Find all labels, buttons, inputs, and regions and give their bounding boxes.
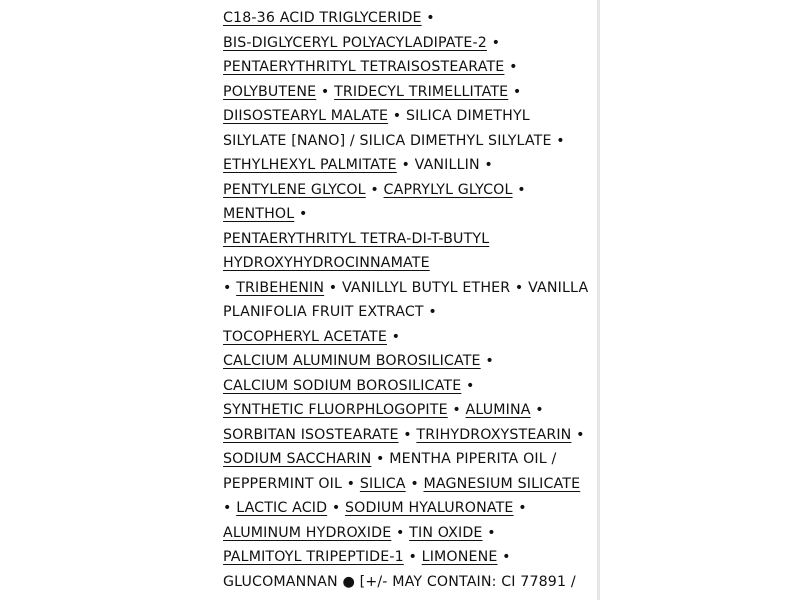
ingredient-link[interactable]: CALCIUM ALUMINUM BOROSILICATE xyxy=(223,353,481,369)
ingredient-link[interactable]: SORBITAN ISOSTEARATE xyxy=(223,426,399,443)
ingredient-text: • xyxy=(294,206,308,222)
ingredient-link[interactable]: TIN OXIDE xyxy=(409,524,483,541)
ingredient-link[interactable]: CAPRYLYL GLYCOL xyxy=(383,181,513,198)
ingredient-link[interactable]: ETHYLHEXYL PALMITATE xyxy=(223,157,397,173)
ingredient-text: • xyxy=(530,402,544,418)
ingredient-link[interactable]: LIMONENE xyxy=(421,549,498,565)
ingredient-text: • xyxy=(386,328,401,345)
ingredient-line xyxy=(223,398,585,423)
ingredient-link[interactable]: PENTYLENE GLYCOL xyxy=(223,181,366,198)
ingredient-text: • xyxy=(223,500,237,516)
ingredient-link[interactable]: ALUMINUM HYDROXIDE xyxy=(223,524,392,541)
ingredient-line xyxy=(223,545,585,570)
ingredient-link[interactable]: ALUMINA xyxy=(465,402,531,418)
ingredient-link[interactable]: TRIDECYL TRIMELLITATE xyxy=(334,83,509,100)
ingredient-link[interactable]: HYDROXYHYDROCINNAMATE xyxy=(223,255,430,271)
ingredient-text: • xyxy=(316,83,335,100)
ingredient-link[interactable]: TRIBEHENIN xyxy=(236,279,325,296)
ingredient-text: SILYLATE [NANO] / SILICA DIMETHYL SILYLATE • xyxy=(223,132,565,149)
ingredient-text: • xyxy=(513,500,527,516)
ingredients-list xyxy=(223,6,589,594)
ingredient-text: • xyxy=(327,500,346,516)
ingredient-text: • xyxy=(482,524,496,541)
ingredient-link[interactable]: SYNTHETIC FLUORPHLOGOPITE xyxy=(223,402,448,418)
ingredient-text: • xyxy=(571,426,585,443)
ingredient-text: PEPPERMINT OIL • xyxy=(223,475,360,492)
ingredient-text: • xyxy=(497,549,511,565)
ingredient-link[interactable]: TRIHYDROXYSTEARIN xyxy=(416,426,572,443)
ingredient-line xyxy=(223,55,585,80)
ingredient-line xyxy=(223,104,585,129)
ingredient-text: • MENTHA PIPERITA OIL / xyxy=(371,451,557,467)
ingredient-text: • xyxy=(365,181,384,198)
ingredient-line xyxy=(223,202,585,227)
ingredient-text: • xyxy=(223,279,237,296)
ingredient-line xyxy=(223,374,585,399)
ingredient-line xyxy=(223,423,585,448)
ingredient-link[interactable]: SODIUM SACCHARIN xyxy=(223,451,372,467)
ingredient-link[interactable]: BIS-DIGLYCERYL POLYACYLADIPATE-2 xyxy=(223,34,487,51)
ingredient-link[interactable]: SODIUM HYALURONATE xyxy=(345,500,514,516)
ingredient-line xyxy=(223,251,585,276)
vertical-divider xyxy=(597,0,600,600)
ingredient-line xyxy=(223,496,585,521)
ingredient-link[interactable]: MAGNESIUM SILICATE xyxy=(423,475,581,492)
ingredient-text: • xyxy=(398,426,417,443)
ingredient-line xyxy=(223,349,585,374)
ingredient-line xyxy=(223,153,585,178)
ingredient-text: • xyxy=(405,475,424,492)
ingredient-line xyxy=(223,31,585,56)
ingredient-text: • xyxy=(403,549,422,565)
ingredient-text: • xyxy=(461,377,475,394)
ingredient-link[interactable]: CALCIUM SODIUM BOROSILICATE xyxy=(223,377,462,394)
ingredient-link[interactable]: TOCOPHERYL ACETATE xyxy=(223,328,387,345)
ingredient-line xyxy=(223,6,585,31)
ingredient-line xyxy=(223,325,585,350)
ingredient-line xyxy=(223,276,589,301)
ingredient-line xyxy=(223,472,585,497)
ingredient-line xyxy=(223,447,585,472)
ingredient-text: • VANILLYL BUTYL ETHER • VANILLA xyxy=(324,279,589,296)
ingredient-text: GLUCOMANNAN ● [+/- MAY CONTAIN: CI 77891 / xyxy=(223,573,576,590)
ingredient-text: • SILICA DIMETHYL xyxy=(388,108,530,124)
ingredient-line xyxy=(223,521,585,546)
ingredient-text: • xyxy=(508,83,522,100)
ingredient-line xyxy=(223,570,585,595)
ingredient-line xyxy=(223,227,585,252)
ingredient-text: PLANIFOLIA FRUIT EXTRACT • xyxy=(223,304,437,320)
ingredient-line xyxy=(223,129,585,154)
ingredient-link[interactable]: PALMITOYL TRIPEPTIDE-1 xyxy=(223,549,404,565)
ingredient-text: • xyxy=(447,402,466,418)
ingredient-text: • xyxy=(486,34,501,51)
ingredient-text: • xyxy=(504,59,518,75)
ingredient-link[interactable]: SILICA xyxy=(359,475,406,492)
ingredient-link[interactable]: LACTIC ACID xyxy=(236,500,328,516)
ingredient-text: • xyxy=(480,353,494,369)
ingredient-text: • VANILLIN • xyxy=(396,157,493,173)
ingredient-line xyxy=(223,80,585,105)
ingredient-link[interactable]: PENTAERYTHRITYL TETRAISOSTEARATE xyxy=(223,59,505,75)
ingredient-text: • xyxy=(391,524,410,541)
ingredient-link[interactable]: DIISOSTEARYL MALATE xyxy=(223,108,389,124)
ingredient-link[interactable]: POLYBUTENE xyxy=(223,83,317,100)
ingredient-line xyxy=(223,300,585,325)
ingredient-link[interactable]: C18-36 ACID TRIGLYCERIDE xyxy=(223,10,422,26)
ingredient-line xyxy=(223,178,585,203)
ingredient-text: • xyxy=(421,10,435,26)
ingredient-link[interactable]: PENTAERYTHRITYL TETRA-DI-T-BUTYL xyxy=(223,230,490,247)
ingredient-link[interactable]: MENTHOL xyxy=(223,206,295,222)
ingredient-text: • xyxy=(512,181,526,198)
